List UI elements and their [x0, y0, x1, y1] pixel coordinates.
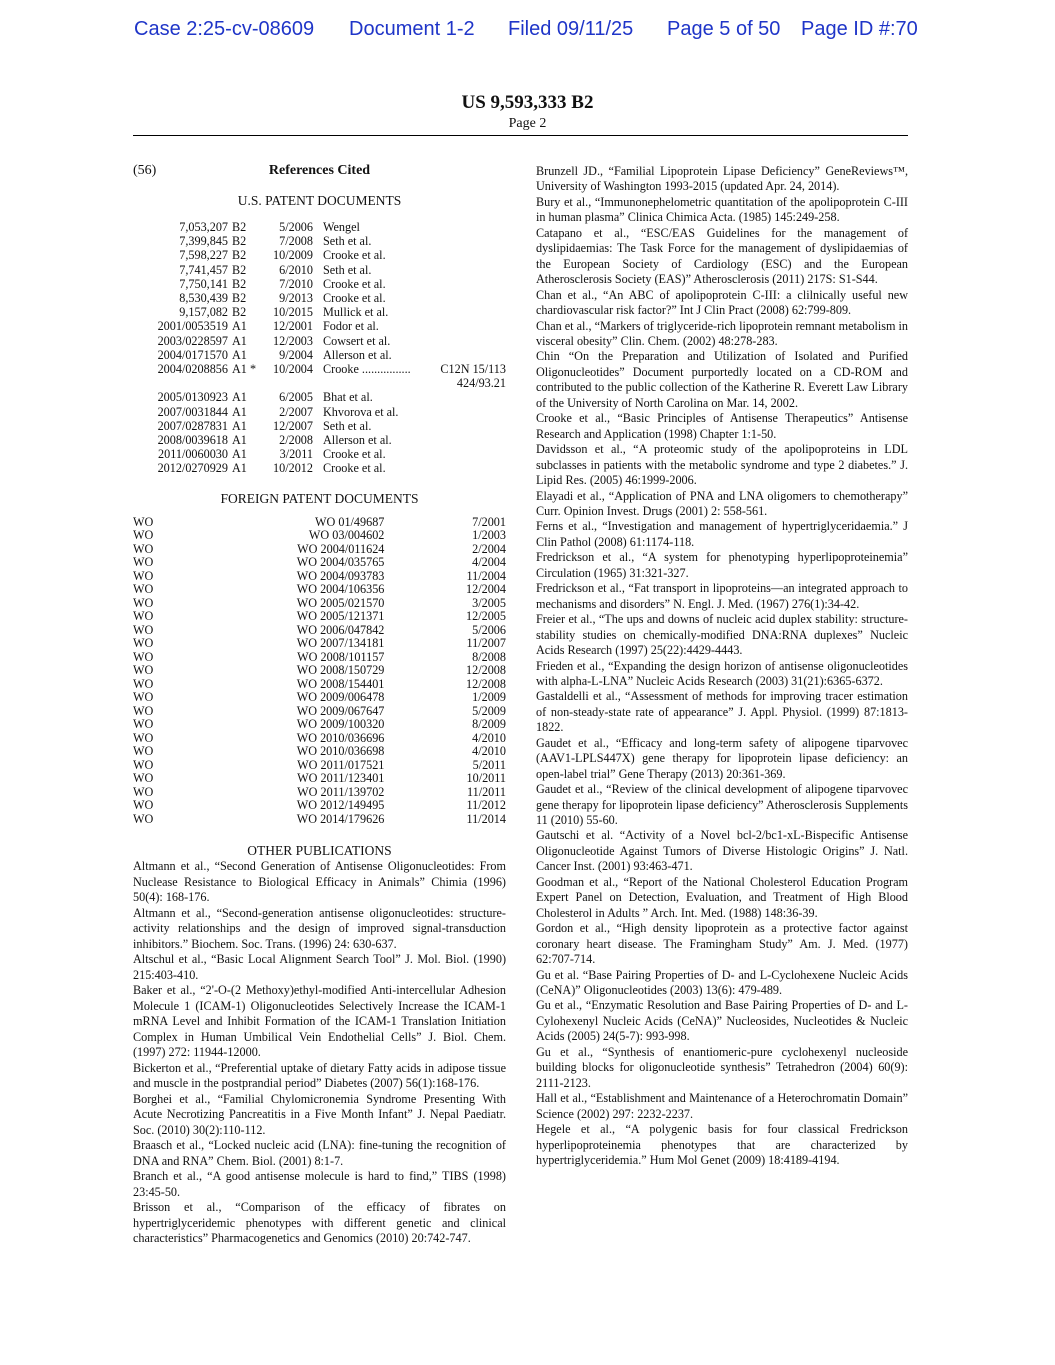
date-cell: 7/2008	[279, 234, 313, 249]
foreign-date-cell: 12/2004	[466, 582, 506, 597]
kind-code-cell: B2	[232, 305, 247, 320]
kind-code-cell: A1	[232, 347, 247, 362]
kind-code-cell: A1	[232, 433, 247, 448]
us-patent-row	[133, 461, 506, 475]
date-cell: 12/2007	[273, 418, 313, 433]
country-cell: WO	[133, 568, 154, 583]
us-patent-row	[133, 405, 506, 419]
us-patent-row	[133, 234, 506, 248]
us-patent-row	[133, 433, 506, 447]
publication-entry: Bury et al., “Immunonephelometric quantitation of the apolipoprotein C-III in human plasma” Clinica Chimica Acta. (1985) 145:249-258.	[536, 194, 908, 225]
filed-date: Filed 09/11/25	[508, 18, 634, 40]
date-cell: 2/2007	[279, 404, 313, 419]
us-patent-row	[133, 348, 506, 362]
foreign-number-cell: WO 2011/017521	[297, 757, 385, 772]
publication-entry: Gu et al., “Enzymatic Resolution and Base Pairing Properties of D- and L-Cylohexenyl Nucleic Acids (CeNA)” Nucleosides, Nucleotides & Nucleic Acids (2005) 24(5-7): 993-998.	[536, 998, 908, 1044]
patent-number-cell: 2003/0228597	[157, 333, 228, 348]
classification-cell	[428, 291, 506, 305]
foreign-patent-row	[133, 637, 506, 651]
country-cell: WO	[133, 541, 154, 556]
foreign-number-cell: WO 2008/154401	[296, 676, 385, 691]
country-cell: WO	[133, 649, 154, 664]
inventor-cell: Seth et al.	[323, 262, 372, 277]
foreign-patent-row	[133, 786, 506, 800]
classification-cell	[428, 334, 506, 348]
foreign-patents-table	[133, 516, 506, 827]
publication-entry: Fredrickson et al., “Fat transport in lipoproteins—an integrated approach to mechanisms and disorders” N. Engl. J. Med. (1967) 276(1):34-42.	[536, 581, 908, 611]
patent-number-cell: 7,053,207	[179, 220, 228, 234]
foreign-number-cell: WO 2004/011624	[297, 541, 385, 556]
inventor-cell: Khvorova et al.	[323, 404, 399, 419]
patent-number-cell: 2004/0208856	[157, 362, 228, 377]
publication-entry: Brunzell JD., “Familial Lipoprotein Lipase Deficiency” GeneReviews™, University of Washington 1993-2015 (updated Apr. 24, 2014).	[536, 164, 908, 194]
foreign-patent-row	[133, 718, 506, 732]
patent-number-cell: 2008/0039618	[157, 433, 228, 448]
kind-code-cell: B2	[232, 220, 247, 234]
kind-code-cell: A1	[232, 319, 247, 334]
foreign-number-cell: WO 2004/106356	[296, 582, 385, 597]
foreign-number-cell: WO 2012/149495	[296, 798, 385, 813]
kind-code-cell: B2	[232, 262, 247, 277]
publication-entry: Davidsson et al., “A proteomic study of the apolipoproteins in LDL subclasses in patients with the metabolic syndrome and type 2 diabetes.” J. Lipid Res. (2005) 46:1999-2006.	[536, 442, 908, 488]
publication-entry: Freier et al., “The ups and downs of nucleic acid duplex stability: structure-stability studies on chemically-modified DNA:RNA duplexes” Nucleic Acids Research (1997) 25(22):4429-4443.	[536, 612, 908, 658]
us-patent-row	[133, 220, 506, 234]
foreign-date-cell: 11/2004	[466, 568, 506, 583]
foreign-date-cell: 1/2003	[472, 528, 506, 543]
country-cell: WO	[133, 582, 154, 597]
classification-cell	[428, 390, 506, 404]
kind-code-cell: A1	[232, 461, 247, 476]
country-cell: WO	[133, 744, 154, 759]
foreign-patent-row	[133, 732, 506, 746]
inventor-cell: Allerson et al.	[323, 347, 392, 362]
date-cell: 12/2003	[273, 333, 313, 348]
country-cell: WO	[133, 784, 154, 799]
inventor-cell: Mullick et al.	[323, 305, 389, 320]
us-patent-row	[133, 334, 506, 348]
date-cell: 10/2015	[273, 305, 313, 320]
foreign-date-cell: 4/2004	[472, 555, 506, 570]
foreign-number-cell: WO 2004/035765	[296, 555, 385, 570]
other-publications-heading: OTHER PUBLICATIONS	[247, 843, 392, 859]
patent-number-cell: 7,750,141	[179, 276, 228, 291]
court-filing-header	[0, 18, 1055, 48]
foreign-patent-row	[133, 799, 506, 813]
publication-entry: Ferns et al., “Investigation and management of hypertriglyceridaemia.” J Clin Pathol (2008) 61:1174-118.	[536, 519, 908, 549]
publication-entry: Hegele et al., “A polygenic basis for four classical Fredrickson hyperlipoproteinemia phenotypes that are characterized by hypertriglyceridemia.” Hum Mol Genet (2009) 18:4189-4194.	[536, 1122, 908, 1167]
patent-number: US 9,593,333 B2	[461, 92, 594, 113]
foreign-patent-row	[133, 772, 506, 786]
inventor-cell: Fodor et al.	[323, 319, 379, 334]
publication-entry: Chan et al., “An ABC of apolipoprotein C-III: a clilnically useful new chardiovascular risk factor?” Int J Clin Pract (2008) 62:799-809.	[536, 287, 908, 318]
inventor-cell: Crooke et al.	[323, 291, 386, 306]
foreign-patent-row	[133, 759, 506, 773]
case-number: Case 2:25-cv-08609	[134, 18, 315, 40]
publication-entry: Borghei et al., “Familial Chylomicronemia Syndrome Presenting With Acute Necrotizing Pancreatitis in a Five Month Infant” J. Nepal Paediatr. Soc. (2010) 30(2):110-112.	[133, 1091, 506, 1137]
foreign-patent-row	[133, 529, 506, 543]
country-cell: WO	[133, 514, 154, 529]
foreign-date-cell: 3/2005	[472, 595, 506, 610]
inventor-cell: Crooke et al.	[323, 447, 386, 462]
publication-entry: Branch et al., “A good antisense molecule is hard to find,” TIBS (1998) 23:45-50.	[133, 1169, 506, 1199]
publication-entry: Gautschi et al. “Activity of a Novel bcl-2/bc1-xL-Bispecific Antisense Oligonucleotide Against Tumors of Diverse Histologic Origins” J. Natl. Cancer Inst. (2001) 93:463-471.	[536, 828, 908, 874]
country-cell: WO	[133, 717, 154, 732]
us-patent-row	[133, 248, 506, 262]
publication-entry: Altschul et al., “Basic Local Alignment Search Tool” J. Mol. Biol. (1990) 215:403-410.	[133, 952, 506, 982]
other-publications-left	[133, 859, 506, 1247]
inventor-cell: Wengel	[323, 220, 360, 234]
foreign-number-cell: WO 2010/036696	[296, 730, 385, 745]
foreign-patent-row	[133, 556, 506, 570]
patent-number-cell: 2007/0287831	[157, 418, 228, 433]
foreign-date-cell: 2/2004	[472, 541, 506, 556]
classification-cell	[428, 277, 506, 291]
foreign-date-cell: 8/2008	[472, 649, 506, 664]
date-cell: 5/2006	[279, 220, 313, 234]
classification-cell	[428, 447, 506, 461]
publication-entry: Crooke et al., “Basic Principles of Antisense Therapeutics” Antisense Research and Application (1998) Chapter 1:1-50.	[536, 411, 908, 441]
publication-entry: Fredrickson et al., “A system for phenotyping hyperlipoproteinemia” Circulation (1965) 31:321-327.	[536, 550, 908, 580]
foreign-number-cell: WO 2014/179626	[296, 811, 385, 826]
foreign-number-cell: WO 2009/100320	[296, 717, 385, 732]
inventor-cell: Cowsert et al.	[323, 333, 391, 348]
kind-code-cell: A1	[232, 447, 247, 462]
patent-number-cell: 2011/0060030	[158, 447, 228, 462]
page-label: Page 2	[508, 116, 547, 131]
us-patent-row	[133, 419, 506, 433]
foreign-patent-row	[133, 543, 506, 557]
date-cell: 7/2010	[279, 276, 313, 291]
patent-number-cell: 2005/0130923	[157, 390, 228, 405]
foreign-number-cell: WO 2007/134181	[296, 636, 385, 651]
classification-cell	[428, 234, 506, 248]
date-cell: 9/2013	[279, 291, 313, 306]
classification-cell	[428, 405, 506, 419]
patent-number-cell: 2007/0031844	[157, 404, 228, 419]
foreign-number-cell: WO 2009/006478	[296, 690, 385, 705]
section-title: References Cited	[268, 163, 371, 178]
us-patent-row	[133, 291, 506, 305]
document-number: Document 1-2	[349, 18, 475, 40]
patent-number-cell	[133, 376, 228, 390]
foreign-number-cell: WO 2011/123401	[297, 771, 385, 786]
publication-entry: Altmann et al., “Second-generation antisense oligonucleotides: structure-activity relationships and the design of improved signal-transduction inhibitors.” Biochem. Soc. Trans. (1996) 24: 630-637.	[133, 905, 506, 951]
date-cell	[263, 376, 313, 390]
country-cell: WO	[133, 703, 154, 718]
us-patent-row	[133, 277, 506, 291]
publication-entry: Bickerton et al., “Preferential uptake of dietary Fatty acids in adipose tissue and muscle in the postprandial period” Diabetes (2007) 56(1):168-176.	[133, 1060, 506, 1091]
patent-number-cell: 2004/0171570	[157, 347, 228, 362]
page-count: Page 5 of 50	[667, 18, 781, 40]
foreign-date-cell: 8/2009	[472, 717, 506, 732]
patent-number-cell: 7,598,227	[179, 248, 228, 263]
publication-entry: Frieden et al., “Expanding the design horizon of antisense oligonucleotides with alpha-L-LNA” Nucleic Acids Research (2003) 31(21):6365-6372.	[536, 658, 908, 688]
kind-code-cell: A1	[232, 390, 247, 405]
us-patent-row	[133, 390, 506, 404]
date-cell: 6/2010	[279, 262, 313, 277]
us-patents-heading: U.S. PATENT DOCUMENTS	[237, 193, 402, 208]
inventor-cell: Crooke ................	[323, 362, 411, 377]
date-cell: 10/2004	[273, 362, 313, 377]
foreign-date-cell: 4/2010	[472, 730, 506, 745]
inventor-cell: Seth et al.	[323, 234, 372, 249]
foreign-date-cell: 12/2008	[466, 663, 506, 678]
publication-entry: Gu et al. “Base Pairing Properties of D- and L-Cyclohexene Nucleic Acids (CeNA)” Oligonucleotides (2003) 13(6): 479-489.	[536, 967, 908, 998]
classification-cell	[428, 248, 506, 262]
foreign-patent-row	[133, 678, 506, 692]
us-patent-row	[133, 263, 506, 277]
foreign-number-cell: WO 2009/067647	[296, 703, 385, 718]
country-cell: WO	[133, 636, 154, 651]
country-cell: WO	[133, 757, 154, 772]
publication-entry: Gaudet et al., “Review of the clinical development of alipogene tiparvovec gene therapy for lipoprotein lipase deficiency” Atherosclerosis Supplements 11 (2010) 55-60.	[536, 782, 908, 828]
us-patent-row	[133, 376, 506, 390]
inventor-cell: Crooke et al.	[323, 461, 386, 476]
page-id: Page ID #:70	[801, 18, 918, 40]
kind-code-cell: B2	[232, 248, 247, 263]
inventor-cell: Seth et al.	[323, 418, 372, 433]
foreign-date-cell: 7/2001	[472, 514, 506, 529]
publication-entry: Gordon et al., “High density lipoprotein as a protective factor against coronary heart disease. The Framingham Study” Am. J. Med. (1977) 62:707-714.	[536, 921, 908, 967]
country-cell: WO	[133, 676, 154, 691]
publication-entry: Hall et al., “Establishment and Maintenance of a Heterochromatin Domain” Science (2002) 297: 2232-2237.	[536, 1091, 908, 1121]
inventor-cell: Crooke et al.	[323, 248, 386, 263]
country-cell: WO	[133, 555, 154, 570]
kind-code-cell: B2	[232, 276, 247, 291]
patent-number-cell: 8,530,439	[179, 291, 228, 306]
publication-entry: Chan et al., “Markers of triglyceride-rich lipoprotein remnant metabolism in visceral obesity” Clin. Chem. (2002) 48:278-283.	[536, 318, 908, 348]
classification-cell	[428, 461, 506, 475]
country-cell: WO	[133, 595, 154, 610]
classification-cell	[428, 263, 506, 277]
foreign-patent-row	[133, 516, 506, 530]
foreign-number-cell: WO 03/004602	[308, 528, 385, 543]
inventor-cell	[313, 376, 428, 390]
foreign-patent-row	[133, 691, 506, 705]
foreign-date-cell: 1/2009	[472, 690, 506, 705]
date-cell: 12/2001	[273, 319, 313, 334]
country-cell: WO	[133, 771, 154, 786]
kind-code-cell: B2	[232, 291, 247, 306]
foreign-patents-heading: FOREIGN PATENT DOCUMENTS	[220, 490, 419, 506]
classification-cell	[428, 348, 506, 362]
foreign-patent-row	[133, 745, 506, 759]
publication-entry: Catapano et al., “ESC/EAS Guidelines for the management of dyslipidaemias: The Task Force for the management of dyslipidaemias of the European Society of Cardiology (ESC) and the European Atherosclerosis Society (EAS)” Atherosclerosis (2011) 217S: S1-S44.	[536, 225, 908, 287]
patent-number-cell: 2012/0270929	[157, 461, 228, 476]
foreign-patent-row	[133, 813, 506, 827]
patent-number-cell: 7,399,845	[179, 234, 228, 249]
classification-cell	[428, 419, 506, 433]
country-cell: WO	[133, 730, 154, 745]
foreign-patent-row	[133, 664, 506, 678]
country-cell: WO	[133, 528, 154, 543]
publication-entry: Braasch et al., “Locked nucleic acid (LNA): fine-tuning the recognition of DNA and RNA” Chem. Biol. (2001) 8:1-7.	[133, 1138, 506, 1168]
country-cell: WO	[133, 811, 154, 826]
inventor-cell: Allerson et al.	[323, 433, 392, 448]
us-patent-row	[133, 362, 506, 376]
country-cell: WO	[133, 663, 154, 678]
classification-cell: 424/93.21	[456, 376, 506, 391]
left-column	[133, 163, 506, 1247]
foreign-patent-row	[133, 624, 506, 638]
foreign-number-cell: WO 2008/101157	[297, 649, 385, 664]
foreign-date-cell: 11/2007	[466, 636, 506, 651]
publication-entry: Gu et al., “Synthesis of enantiomeric-pure cyclohexenyl nucleoside building blocks for oligonucleotide synthesis” Tetrahedron (2004) 60(9): 2111-2123.	[536, 1044, 908, 1090]
date-cell: 6/2005	[279, 390, 313, 405]
foreign-number-cell: WO 2005/021570	[296, 595, 385, 610]
date-cell: 3/2011	[279, 447, 313, 462]
publication-entry: Gastaldelli et al., “Assessment of methods for improving tracer estimation of non-steady-state rate of appearance” J. Appl. Physiol. (1999) 87:1813-1822.	[536, 689, 908, 735]
country-cell: WO	[133, 690, 154, 705]
classification-cell	[428, 220, 506, 234]
foreign-number-cell: WO 2006/047842	[296, 622, 385, 637]
classification-cell	[428, 305, 506, 319]
publication-entry: Gaudet et al., “Efficacy and long-term safety of alipogene tiparvovec (AAV1-LPLS447X) gene therapy for lipoprotein lipase deficiency: an open-label trial” Gene Therapy (2013) 20:361-369.	[536, 735, 908, 781]
us-patent-row	[133, 319, 506, 333]
foreign-date-cell: 10/2011	[466, 771, 506, 786]
inventor-cell: Bhat et al.	[323, 390, 373, 405]
classification-cell: C12N 15/113	[440, 362, 506, 377]
foreign-number-cell: WO 2005/121371	[296, 609, 385, 624]
foreign-date-cell: 4/2010	[472, 744, 506, 759]
classification-cell	[428, 319, 506, 333]
date-cell: 2/2008	[279, 433, 313, 448]
foreign-patent-row	[133, 705, 506, 719]
other-publications-right	[536, 164, 908, 1168]
patent-number-cell: 2001/0053519	[157, 319, 228, 334]
foreign-patent-row	[133, 610, 506, 624]
publication-entry: Elayadi et al., “Application of PNA and LNA oligomers to chemotherapy” Curr. Opinion Invest. Drugs (2001) 2: 558-561.	[536, 488, 908, 518]
classification-cell	[428, 433, 506, 447]
country-cell: WO	[133, 609, 154, 624]
publication-entry: Goodman et al., “Report of the National Cholesterol Education Program Expert Panel on Detection, Evaluation, and Treatment of High Blood Cholesterol in Adults ” Arch. Int. Med. (1988) 148:36-39.	[536, 874, 908, 920]
foreign-patent-row	[133, 651, 506, 665]
inventor-cell: Crooke et al.	[323, 276, 386, 291]
kind-code-cell: A1	[232, 333, 247, 348]
section-number: (56)	[133, 163, 157, 178]
foreign-date-cell: 11/2011	[466, 784, 506, 799]
publication-entry: Altmann et al., “Second Generation of Antisense Oligonucleotides: From Nuclease Resistance to Biological Efficacy in Animals” Chimia (1996) 50(4): 168-176.	[133, 859, 506, 905]
foreign-date-cell: 11/2014	[466, 811, 506, 826]
header-rule	[133, 135, 908, 136]
foreign-patent-row	[133, 583, 506, 597]
date-cell: 9/2004	[279, 347, 313, 362]
patent-number-cell: 9,157,082	[179, 305, 228, 320]
foreign-date-cell: 5/2006	[472, 622, 506, 637]
country-cell: WO	[133, 798, 154, 813]
foreign-number-cell: WO 2008/150729	[296, 663, 385, 678]
patent-number-cell: 7,741,457	[179, 262, 228, 277]
us-patent-row	[133, 447, 506, 461]
publication-entry: Brisson et al., “Comparison of the efficacy of fibrates on hypertriglyceridemic phenotypes with different genetic and clinical characteristics” Pharmacogenetics and Genomics (2010) 20:742-747.	[133, 1200, 506, 1246]
date-cell: 10/2012	[273, 461, 313, 476]
kind-code-cell: A1	[232, 418, 247, 433]
kind-code-cell: B2	[232, 234, 247, 249]
foreign-date-cell: 5/2011	[472, 757, 506, 772]
right-column	[536, 164, 908, 1168]
foreign-date-cell: 12/2008	[466, 676, 506, 691]
foreign-date-cell: 11/2012	[466, 798, 506, 813]
foreign-date-cell: 12/2005	[466, 609, 506, 624]
us-patents-table	[133, 220, 506, 476]
foreign-number-cell: WO 01/49687	[315, 514, 385, 529]
publication-entry: Chin “On the Preparation and Utilization of Isolated and Purified Oligonucleotides” Document purportedly located on a CD-ROM and contributed to the public collection of the Katherine R. Everett Law Library of the University of North Carolina on Mar. 14, 2002.	[536, 349, 908, 410]
us-patent-row	[133, 305, 506, 319]
references-cited-heading	[133, 163, 506, 183]
publication-entry: Baker et al., “2'-O-(2 Methoxy)ethyl-modified Anti-intercellular Adhesion Molecule 1 (ICAM-1) Oligonucleotides Selectively Increase the ICAM-1 mRNA Level and Inhibit Formation of the ICAM-1 Translation Initiation Complex in Human Umbilical Vein Endothelial Cells” J. Biol. Chem. (1997) 272: 11944-12000.	[133, 983, 506, 1060]
foreign-number-cell: WO 2004/093783	[296, 568, 385, 583]
kind-code-cell: A1	[232, 404, 247, 419]
foreign-number-cell: WO 2010/036698	[296, 744, 385, 759]
kind-code-cell	[228, 376, 263, 390]
foreign-patent-row	[133, 597, 506, 611]
date-cell: 10/2009	[273, 248, 313, 263]
foreign-number-cell: WO 2011/139702	[297, 784, 385, 799]
foreign-patent-row	[133, 570, 506, 584]
foreign-date-cell: 5/2009	[472, 703, 506, 718]
kind-code-cell: A1 *	[232, 362, 257, 377]
country-cell: WO	[133, 622, 154, 637]
